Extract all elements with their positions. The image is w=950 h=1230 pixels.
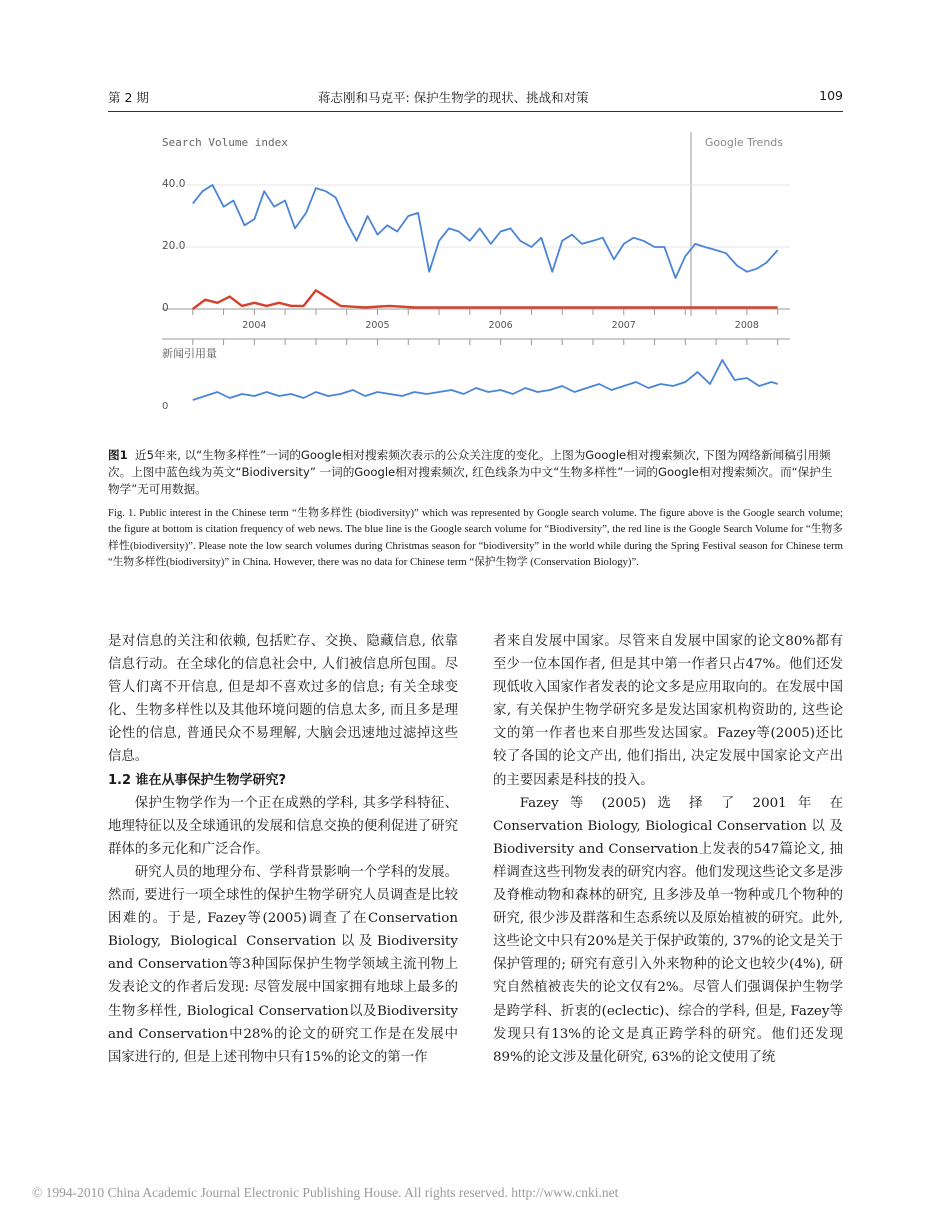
paragraph: 保护生物学作为一个正在成熟的学科, 其多学科特征、地理特征以及全球通讯的发展和信息交换的便利促进了研究群体的多元化和广泛合作。 bbox=[108, 795, 458, 857]
news-citation-series-line bbox=[193, 360, 778, 400]
section-heading: 1.2 谁在从事保护生物学研究? bbox=[108, 772, 287, 788]
x-ticks bbox=[193, 309, 778, 345]
header-rule bbox=[108, 111, 843, 112]
paragraph: 者来自发展中国家。尽管来自发展中国家的论文80%都有至少一位本国作者, 但是其中第一作者只占47%。他们还发现低收入国家作者发表的论文多是应用取向的。在发展中国家, 有关保护生物学研究多是发达国家机构资助的, 这些论文的第一作者也来自那些发达国家。Fazey等(2005)还比较了各国的论文产出, 他们指出, 决定发展中国家论文产出的主要因素是科技的投入。 bbox=[493, 634, 843, 788]
lower-y-tick-label: 0 bbox=[162, 401, 169, 412]
right-column bbox=[493, 630, 843, 1069]
figure-caption-en: Fig. 1. Public interest in the Chinese term “生物多样性 (biodiversity)” which was represented by Google search volume. The figure above is the Google search volume; the figure at bottom is citation frequency of web news. The blue line is the Google search volume for “Biodiversity”, the red line is the Google Search Volume for “生物多样性(biodiversity)”. Please note the low search volumes during Christmas season for “biodiversity” in the world while during the Spring Festival season for Chinese term “生物多样性(biodiversity)” in China. However, there was no data for Chinese term “保护生物学 (Conservation Biology)”. bbox=[108, 507, 843, 568]
paragraph: 研究人员的地理分布、学科背景影响一个学科的发展。然而, 要进行一项全球性的保护生物学研究人员调查是比较困难的。于是, Fazey等(2005)调查了在Conservation Biology, Biological Conservation以及Biodiversity and Conservation等3种国际保护生物学领域主流刊物上发表论文的作者后发现: 尽管发展中国家拥有地球上最多的生物多样性, Biological Conservation以及Biodiversity and Conservation中28%的论文的研究工作是在发展中国家进行的, 但是上述刊物中只有15%的论文的第一作 bbox=[108, 864, 458, 1065]
page-number: 109 bbox=[819, 88, 843, 103]
x-tick-label: 2008 bbox=[734, 320, 759, 331]
paragraph: Fazey 等 (2005) 选 择 了 2001 年 在 Conservation Biology, Biological Conservation 以 及 Biodiversity and Conservation上发表的547篇论文, 抽样调查这些刊物发表的研究内容。他们发现这些论文多是涉及脊椎动物和森林的研究, 且多涉及单一物种或几个物种的研究, 很少涉及群落和生态系统以及原始植被的研究。此外, 这些论文中只有20%是关于保护政策的, 37%的论文是关于保护管理的; 研究有意引入外来物种的论文也较少(4%), 研究自然植被丧失的论文仅有2%。尽管人们强调保护生物学是跨学科、折衷的(eclectic)、综合的学科, 但是, Fazey等发现只有13%的论文是真正跨学科的研究。他们还发现89%的论文涉及量化研究, 63%的论文使用了统 bbox=[493, 795, 843, 1065]
x-tick-label: 2006 bbox=[488, 320, 513, 331]
biodiversity-series-line bbox=[193, 185, 778, 278]
series-lines bbox=[193, 185, 778, 400]
google-trends-chart bbox=[150, 128, 795, 423]
lower-chart-title: 新闻引用量 bbox=[162, 347, 217, 360]
chinese-term-series-line bbox=[193, 290, 778, 309]
google-trends-logo: Google Trends bbox=[704, 136, 783, 149]
paragraph: 是对信息的关注和依赖, 包括贮存、交换、隐藏信息, 依靠信息行动。在全球化的信息社会中, 人们被信息所包围。尽管人们离不开信息, 但是却不喜欢过多的信息; 有关全球变化、生物多样性以及其他环境问题的信息太多, 而且多是理论性的信息, 普通民众不易理解, 大脑会迅速地过滤掉这些信息。 bbox=[108, 634, 458, 765]
running-title: 蒋志刚和马克平: 保护生物学的现状、挑战和对策 bbox=[318, 90, 589, 105]
issue-number: 第 2 期 bbox=[108, 90, 149, 105]
y-tick-label: 20.0 bbox=[162, 240, 186, 252]
chart-title: Search Volume index bbox=[162, 136, 288, 149]
running-header bbox=[108, 88, 843, 106]
left-column bbox=[108, 630, 458, 1069]
figure-caption-cn bbox=[108, 447, 843, 498]
y-tick-label: 0 bbox=[162, 302, 169, 314]
x-tick-label: 2005 bbox=[365, 320, 390, 331]
x-tick-label: 2007 bbox=[611, 320, 636, 331]
y-tick-label: 40.0 bbox=[162, 178, 186, 190]
caption-cn-text: 近5年来, 以“生物多样性”一词的Google相对搜索频次表示的公众关注度的变化。上图为Google相对搜索频次, 下图为网络新闻稿引用频次。上图中蓝色线为英文“Biodiversity” 一词的Google相对搜索频次, 红色线条为中文“生物多样性”一词的Google相对搜索频次。而“保护生物学”无可用数据。 bbox=[108, 448, 833, 496]
figure-label: 图1 bbox=[108, 448, 128, 462]
copyright-footer: © 1994-2010 China Academic Journal Electronic Publishing House. All rights reserved. http://www.cnki.net bbox=[32, 1185, 619, 1200]
x-tick-label: 2004 bbox=[242, 320, 267, 331]
